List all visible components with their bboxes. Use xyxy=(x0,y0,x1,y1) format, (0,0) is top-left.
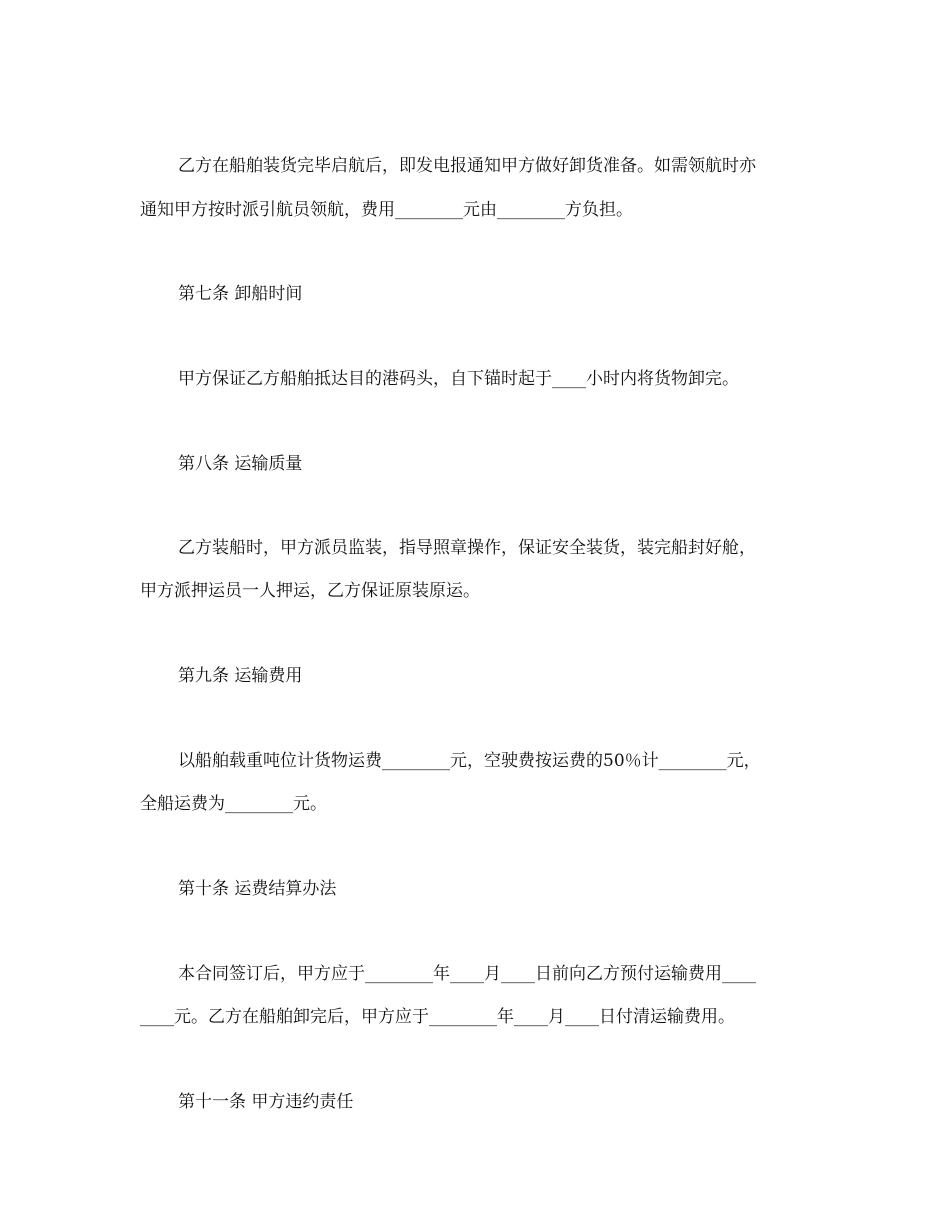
paragraph-line: 乙方装船时，甲方派员监装，指导照章操作，保证安全装货，装完船封好舱， xyxy=(178,538,756,558)
paragraph-line: 乙方在船舶装货完毕启航后，即发电报通知甲方做好卸货准备。如需领航时亦 xyxy=(178,156,756,176)
paragraph-line: 全船运费为________元。 xyxy=(140,794,327,814)
section-heading: 第七条 卸船时间 xyxy=(178,284,303,304)
paragraph-line: 甲方派押运员一人押运，乙方保证原装原运。 xyxy=(140,581,480,601)
section-heading: 第十一条 甲方违约责任 xyxy=(178,1092,354,1112)
paragraph-line: ____元。乙方在船舶卸完后，甲方应于________年____月____日付清运输费用。 xyxy=(140,1007,735,1027)
paragraph-line: 本合同签订后，甲方应于________年____月____日前向乙方预付运输费用____ xyxy=(178,964,756,984)
paragraph-line: 通知甲方按时派引航员领航，费用________元由________方负担。 xyxy=(140,200,633,220)
section-heading: 第八条 运输质量 xyxy=(178,454,303,474)
paragraph-line: 以船舶载重吨位计货物运费________元，空驶费按运费的50％计________元， xyxy=(178,751,761,771)
section-heading: 第九条 运输费用 xyxy=(178,666,303,686)
section-heading: 第十条 运费结算办法 xyxy=(178,879,337,899)
paragraph-line: 甲方保证乙方船舶抵达目的港码头，自下锚时起于____小时内将货物卸完。 xyxy=(178,369,739,389)
